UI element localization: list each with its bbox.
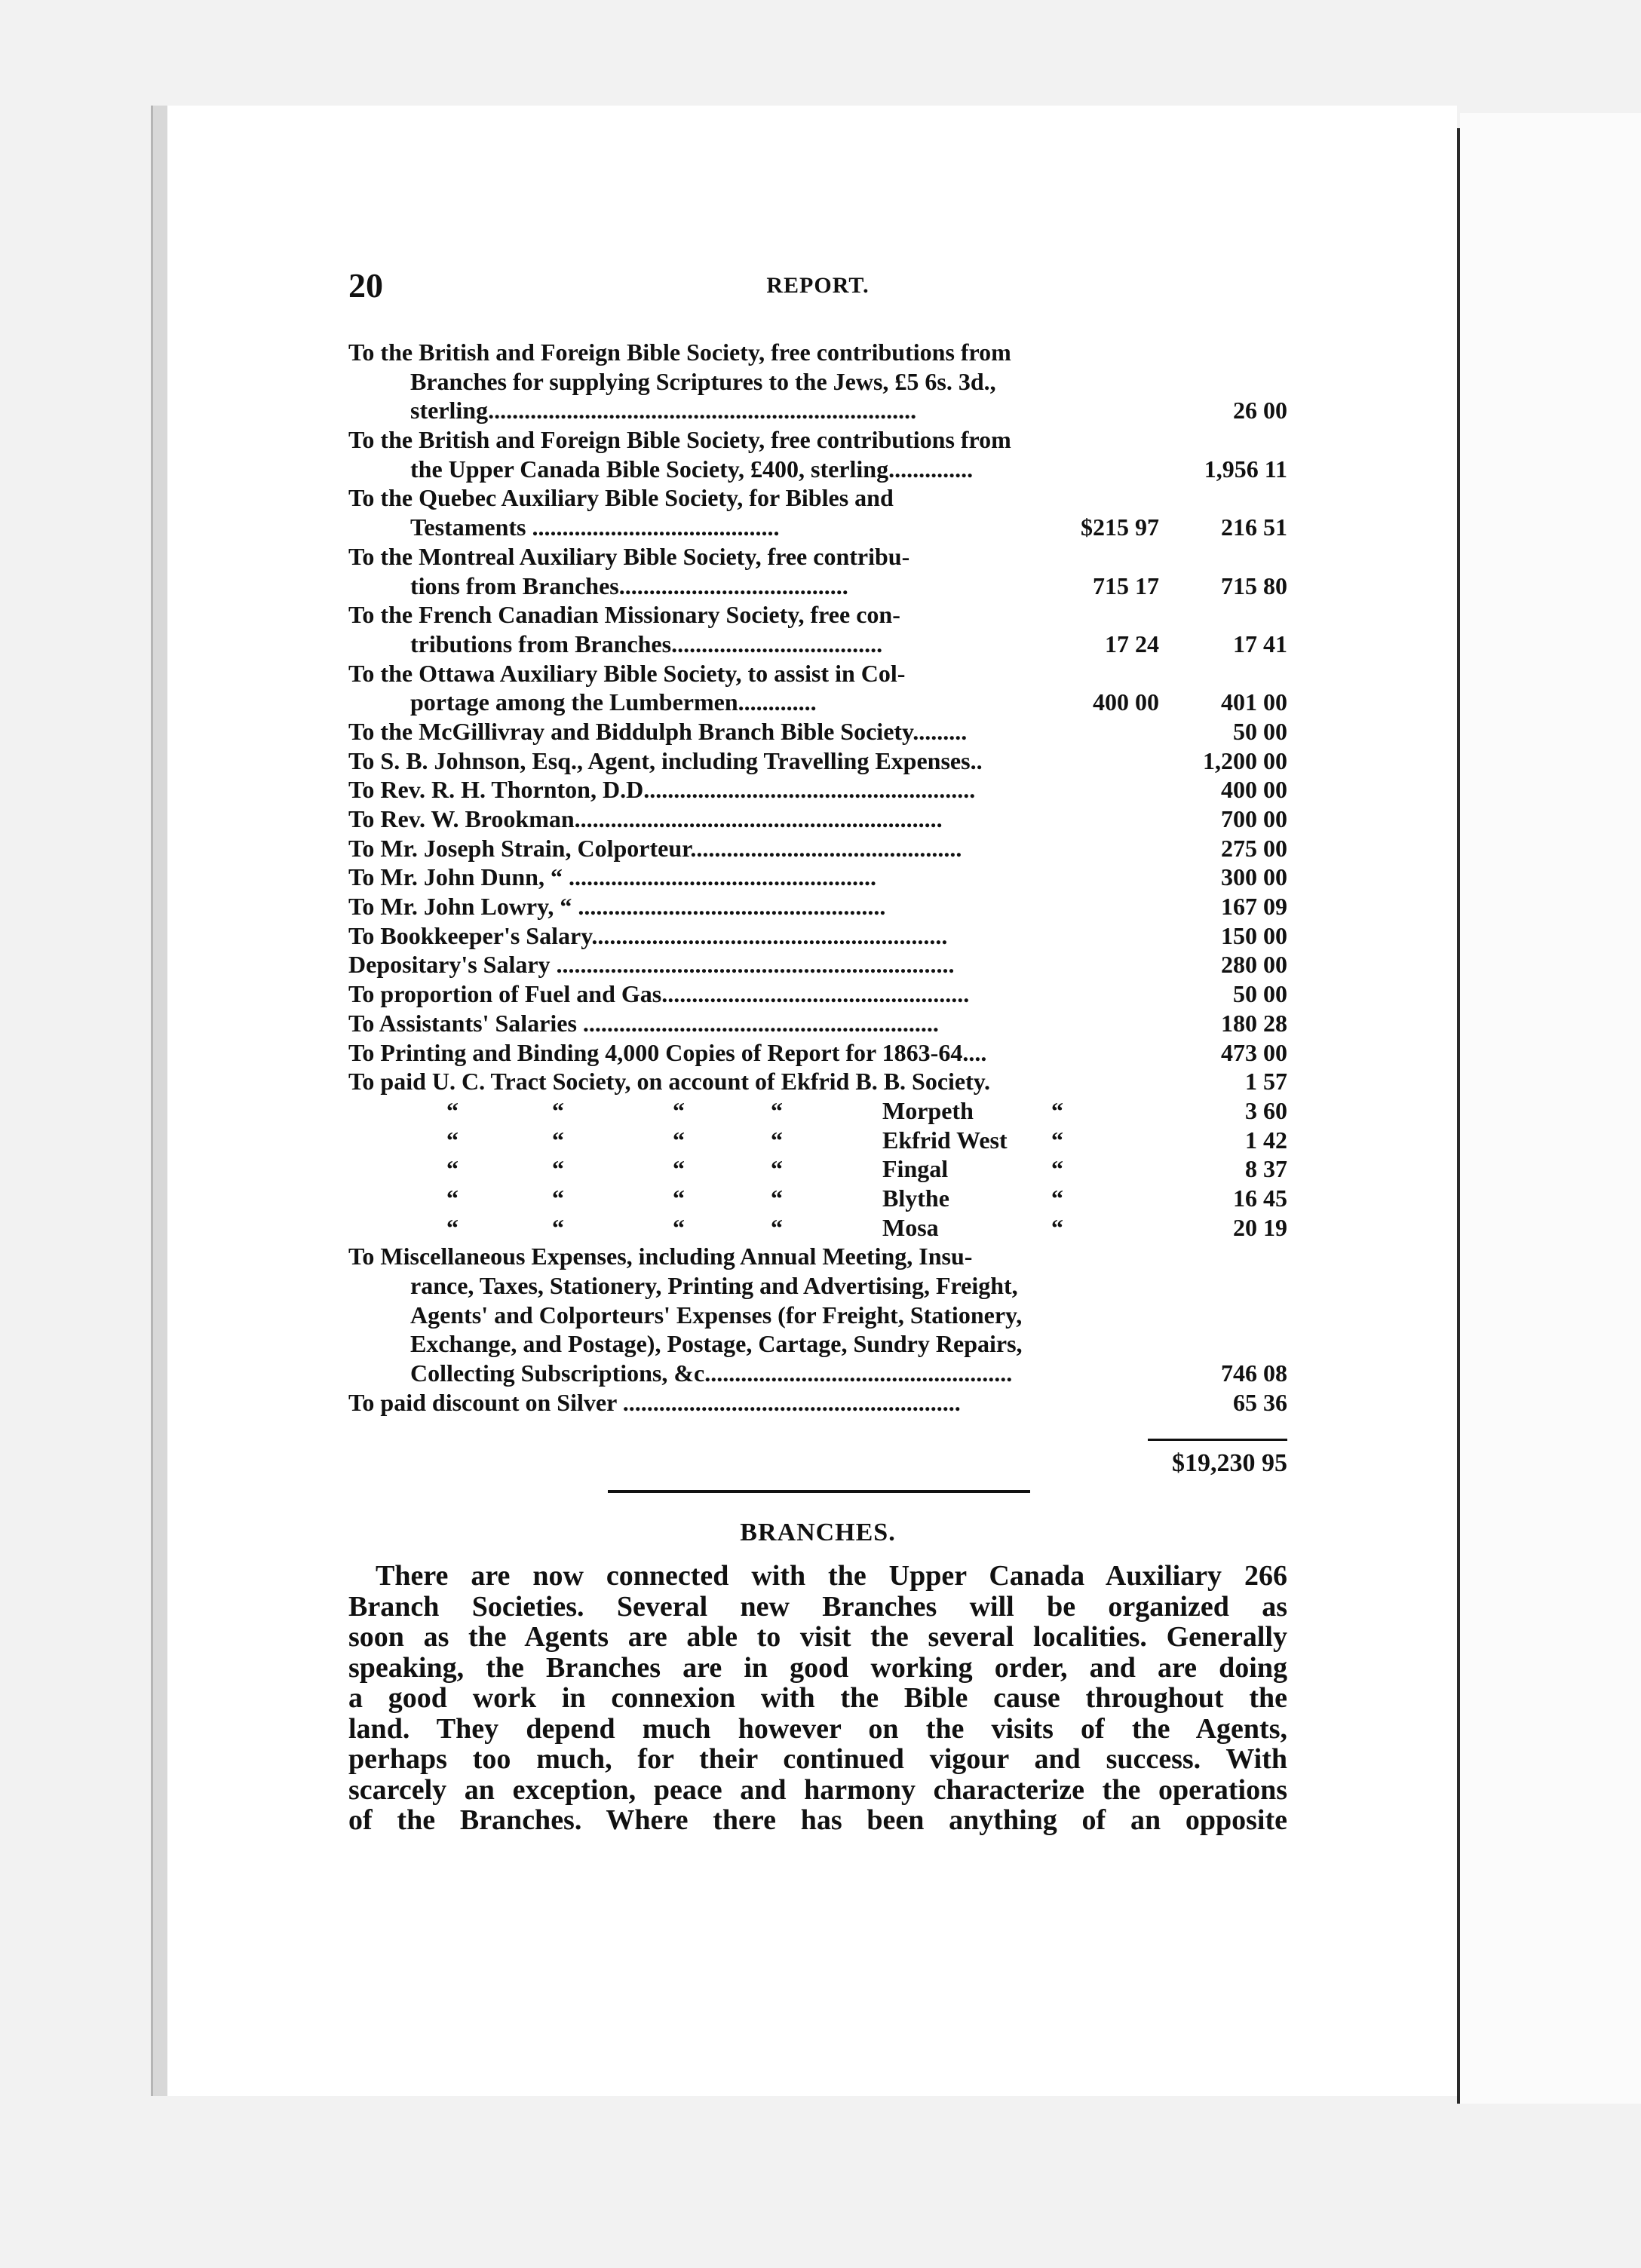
ditto-mark: “ bbox=[552, 1213, 564, 1241]
ledger-amount: 1,956 11 bbox=[1204, 455, 1287, 483]
ledger-amount: 700 00 bbox=[1221, 805, 1287, 832]
ledger-place-name: Fingal bbox=[882, 1155, 949, 1183]
ledger-row bbox=[348, 688, 1287, 717]
ledger-item-text: Collecting Subscriptions, &c................................................... bbox=[410, 1359, 1013, 1387]
ledger-row bbox=[348, 1126, 1287, 1155]
ledger-item-text: To Mr. John Lowry, “ ................................................... bbox=[348, 893, 886, 921]
ledger-subamount: 400 00 bbox=[1093, 688, 1159, 716]
ledger-amount: 280 00 bbox=[1221, 951, 1287, 979]
ledger-row bbox=[348, 1009, 1287, 1038]
ledger-amount: 50 00 bbox=[1233, 980, 1287, 1008]
ledger-item-text: rance, Taxes, Stationery, Printing and Advertising, Freight, bbox=[410, 1272, 1018, 1299]
ledger-row bbox=[348, 863, 1287, 892]
ledger-amount: 715 80 bbox=[1221, 572, 1287, 599]
ledger-item-text: tions from Branches...................................... bbox=[410, 572, 848, 599]
ledger-item-text: To Miscellaneous Expenses, including Annual Meeting, Insu- bbox=[348, 1243, 973, 1270]
ledger-row bbox=[348, 1359, 1287, 1388]
ledger-row bbox=[348, 483, 1287, 513]
ledger-row bbox=[348, 1301, 1287, 1330]
ditto-mark: “ bbox=[771, 1126, 783, 1154]
ledger-row bbox=[348, 921, 1287, 951]
ledger-amount: 50 00 bbox=[1233, 717, 1287, 745]
paragraph-line: scarcely an exception, peace and harmony characterize the operations bbox=[348, 1773, 1287, 1806]
paragraph-line: speaking, the Branches are in good working order, and are doing bbox=[348, 1651, 1287, 1684]
ledger-amount: 216 51 bbox=[1221, 513, 1287, 541]
ledger-item-text: To proportion of Fuel and Gas................................................... bbox=[348, 980, 970, 1008]
ledger-row bbox=[348, 1242, 1287, 1271]
ledger-amount: 16 45 bbox=[1233, 1184, 1287, 1212]
branches-paragraph bbox=[348, 1561, 1287, 1836]
ditto-mark: “ bbox=[446, 1126, 459, 1154]
ledger-amount: 3 60 bbox=[1245, 1096, 1287, 1124]
ledger-item-text: Agents' and Colporteurs' Expenses (for Freight, Stationery, bbox=[410, 1301, 1023, 1329]
ledger-amount: 300 00 bbox=[1221, 863, 1287, 891]
ditto-mark: “ bbox=[446, 1213, 459, 1241]
ledger-amount: 17 41 bbox=[1233, 630, 1287, 657]
paragraph-line: Branch Societies. Several new Branches will be organized as bbox=[348, 1590, 1287, 1623]
ditto-mark: “ bbox=[1051, 1126, 1063, 1154]
ledger-row bbox=[348, 950, 1287, 979]
ledger-row bbox=[348, 630, 1287, 659]
ledger-row bbox=[348, 1038, 1287, 1068]
ledger-item-text: the Upper Canada Bible Society, £400, sterling.............. bbox=[410, 455, 974, 483]
paragraph-line: There are now connected with the Upper Canada Auxiliary 266 bbox=[376, 1560, 1287, 1592]
ledger-row bbox=[348, 1329, 1287, 1359]
ditto-mark: “ bbox=[552, 1096, 564, 1124]
ledger-row bbox=[348, 717, 1287, 746]
ledger-row bbox=[348, 1067, 1287, 1096]
ledger-place-name: Blythe bbox=[882, 1184, 949, 1212]
ledger-amount: 401 00 bbox=[1221, 688, 1287, 716]
ledger-item-text: sterling....................................................................... bbox=[410, 397, 917, 424]
ledger-amount: 8 37 bbox=[1245, 1155, 1287, 1183]
ledger-item-text: To S. B. Johnson, Esq., Agent, including Travelling Expenses.. bbox=[348, 746, 983, 774]
ledger-row bbox=[348, 746, 1287, 776]
ledger-row bbox=[348, 979, 1287, 1009]
ledger-row bbox=[348, 513, 1287, 542]
ledger-item-text: To Rev. W. Brookman............................................................. bbox=[348, 805, 943, 832]
ditto-mark: “ bbox=[552, 1184, 564, 1212]
ledger-amount: 1,200 00 bbox=[1203, 746, 1287, 774]
ledger-amount: 473 00 bbox=[1221, 1038, 1287, 1066]
ledger-subamount: 715 17 bbox=[1093, 572, 1159, 599]
ledger-row bbox=[348, 367, 1287, 397]
total-rule bbox=[1148, 1439, 1287, 1441]
ledger-row bbox=[348, 1184, 1287, 1213]
ditto-mark: “ bbox=[771, 1155, 783, 1183]
ledger-row bbox=[348, 659, 1287, 688]
ledger-item-text: To Mr. Joseph Strain, Colporteur............................................. bbox=[348, 834, 962, 862]
ledger-item-text: Depositary's Salary .................................................................. bbox=[348, 951, 955, 979]
ledger-item-text: Branches for supplying Scriptures to the Jews, £5 6s. 3d., bbox=[410, 367, 996, 395]
paragraph-line: perhaps too much, for their continued vigour and success. With bbox=[348, 1743, 1287, 1775]
ditto-mark: “ bbox=[446, 1184, 459, 1212]
ledger-row bbox=[348, 775, 1287, 805]
running-title: REPORT. bbox=[766, 273, 870, 298]
ledger-row bbox=[348, 834, 1287, 863]
ledger-subamount: 17 24 bbox=[1105, 630, 1159, 657]
ledger-item-text: To the Quebec Auxiliary Bible Society, for Bibles and bbox=[348, 484, 894, 512]
ledger-row bbox=[348, 396, 1287, 425]
ledger-amount: 65 36 bbox=[1233, 1388, 1287, 1416]
ledger-item-text: portage among the Lumbermen............. bbox=[410, 688, 817, 716]
page-header bbox=[348, 265, 1287, 303]
paragraph-line: of the Branches. Where there has been anything of an opposite bbox=[348, 1804, 1287, 1836]
ledger-item-text: To Assistants' Salaries ........................................................... bbox=[348, 1009, 939, 1037]
ledger-item-text: To Rev. R. H. Thornton, D.D....................................................... bbox=[348, 776, 976, 804]
ledger-row bbox=[348, 1154, 1287, 1184]
ledger-item-text: tributions from Branches................................... bbox=[410, 630, 883, 657]
ditto-mark: “ bbox=[1051, 1155, 1063, 1183]
ledger-row bbox=[348, 600, 1287, 630]
ditto-mark: “ bbox=[771, 1213, 783, 1241]
ditto-mark: “ bbox=[1051, 1096, 1063, 1124]
ditto-mark: “ bbox=[771, 1184, 783, 1212]
ledger-amount: 746 08 bbox=[1221, 1359, 1287, 1387]
section-divider bbox=[608, 1490, 1030, 1493]
ledger-row bbox=[348, 1096, 1287, 1126]
ledger-place-name: Morpeth bbox=[882, 1096, 974, 1124]
ditto-mark: “ bbox=[552, 1126, 564, 1154]
page-number: 20 bbox=[348, 266, 383, 305]
ledger-item-text: Exchange, and Postage), Postage, Cartage, Sundry Repairs, bbox=[410, 1330, 1023, 1358]
expenditure-ledger bbox=[348, 338, 1287, 1417]
ledger-item-text: To the McGillivray and Biddulph Branch Bible Society......... bbox=[348, 717, 968, 745]
paragraph-line: soon as the Agents are able to visit the several localities. Generally bbox=[348, 1621, 1287, 1653]
ledger-row bbox=[348, 1213, 1287, 1243]
ledger-row bbox=[348, 572, 1287, 601]
ledger-item-text: To Mr. John Dunn, “ ................................................... bbox=[348, 863, 876, 891]
ledger-amount: 275 00 bbox=[1221, 834, 1287, 862]
ledger-row bbox=[348, 1271, 1287, 1301]
ledger-amount: 1 42 bbox=[1245, 1126, 1287, 1154]
ledger-place-name: Ekfrid West bbox=[882, 1126, 1008, 1154]
ledger-amount: 26 00 bbox=[1233, 397, 1287, 424]
ditto-mark: “ bbox=[673, 1155, 685, 1183]
ledger-row bbox=[348, 805, 1287, 834]
ledger-item-text: Testaments ......................................... bbox=[410, 513, 780, 541]
ditto-mark: “ bbox=[446, 1155, 459, 1183]
ditto-mark: “ bbox=[1051, 1213, 1063, 1241]
ledger-amount: 1 57 bbox=[1245, 1068, 1287, 1096]
ledger-item-text: To the British and Foreign Bible Society, free contributions from bbox=[348, 339, 1011, 366]
ledger-item-text: To Bookkeeper's Salary........................................................... bbox=[348, 921, 948, 949]
ledger-row bbox=[348, 542, 1287, 572]
ledger-item-text: To the British and Foreign Bible Society, free contributions from bbox=[348, 426, 1011, 454]
ledger-amount: 180 28 bbox=[1221, 1009, 1287, 1037]
ditto-mark: “ bbox=[552, 1155, 564, 1183]
ditto-mark: “ bbox=[673, 1126, 685, 1154]
ledger-item-text: To paid discount on Silver ........................................................ bbox=[348, 1388, 961, 1416]
ditto-mark: “ bbox=[1051, 1184, 1063, 1212]
facing-page-edge bbox=[1460, 113, 1641, 2104]
ditto-mark: “ bbox=[771, 1096, 783, 1124]
ledger-place-name: Mosa bbox=[882, 1213, 939, 1241]
ledger-subamount: $215 97 bbox=[1081, 513, 1159, 541]
ledger-amount: 167 09 bbox=[1221, 893, 1287, 921]
ledger-row bbox=[348, 425, 1287, 455]
ledger-item-text: To Printing and Binding 4,000 Copies of Report for 1863-64.... bbox=[348, 1038, 987, 1066]
ledger-item-text: To paid U. C. Tract Society, on account of Ekfrid B. B. Society. bbox=[348, 1068, 991, 1096]
ledger-item-text: To the French Canadian Missionary Society, free con- bbox=[348, 601, 900, 629]
ledger-row bbox=[348, 338, 1287, 367]
ditto-mark: “ bbox=[673, 1096, 685, 1124]
ditto-mark: “ bbox=[446, 1096, 459, 1124]
section-title: BRANCHES. bbox=[740, 1519, 896, 1546]
paragraph-line: land. They depend much however on the visits of the Agents, bbox=[348, 1712, 1287, 1745]
ledger-total: $19,230 95 bbox=[1172, 1449, 1287, 1477]
paragraph-line: a good work in connexion with the Bible cause throughout the bbox=[348, 1682, 1287, 1714]
ledger-row bbox=[348, 1388, 1287, 1418]
ledger-amount: 150 00 bbox=[1221, 921, 1287, 949]
ditto-mark: “ bbox=[673, 1184, 685, 1212]
ledger-item-text: To the Montreal Auxiliary Bible Society, free contribu- bbox=[348, 542, 910, 570]
ledger-row bbox=[348, 892, 1287, 921]
ledger-amount: 400 00 bbox=[1221, 776, 1287, 804]
ledger-row bbox=[348, 455, 1287, 484]
ledger-item-text: To the Ottawa Auxiliary Bible Society, to assist in Col- bbox=[348, 659, 906, 687]
ditto-mark: “ bbox=[673, 1213, 685, 1241]
ledger-amount: 20 19 bbox=[1233, 1213, 1287, 1241]
